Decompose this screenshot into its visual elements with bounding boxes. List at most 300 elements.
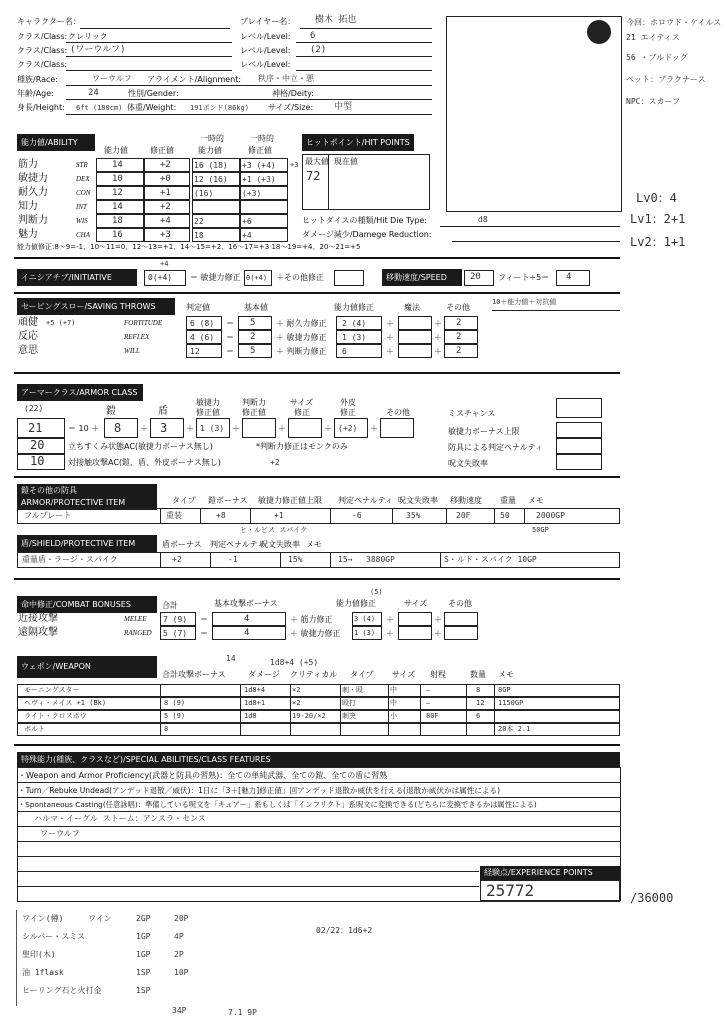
weapon-range: — [426, 699, 431, 707]
initiative-other-box[interactable] [334, 270, 364, 286]
armor-items-header-jp: 鎧その他の防具 [21, 486, 77, 495]
cell-divider [494, 710, 495, 723]
cell-divider [160, 710, 161, 723]
armor-speed: 20F [456, 511, 471, 520]
ability-col-temp-mod-1: 一時的 [250, 134, 274, 143]
equals-sign: ＝ [226, 319, 234, 328]
bottom-center-note: 02/22：1d6+2 [316, 926, 373, 935]
shield-col-fail: 呪文失敗率 [260, 540, 300, 549]
hole-punch-mark [587, 20, 611, 44]
cell-divider [280, 552, 281, 568]
armor-name: フルプレート [24, 511, 72, 520]
armor-memo: 2000GP [536, 511, 565, 520]
save-name-jp: 頑健 [18, 317, 38, 328]
ac-dex-label-2: 修正値 [196, 408, 220, 417]
ac-flat-label: 対接触攻撃AC(鎧、盾、外皮ボーナス無し) [68, 458, 221, 467]
cell-divider [494, 684, 495, 697]
combat-name-en: MELEE [124, 615, 147, 623]
character-name-label: キャラクター名： [17, 17, 81, 26]
hit-dice-value: d8 [478, 215, 488, 224]
special-header: 特殊能力(種族、クラスなど)/SPECIAL ABILITIES/CLASS FEATURES [17, 752, 620, 767]
ability-name-en: WIS [76, 217, 88, 225]
ac-plus10: ＝ 10 ＋ [68, 424, 100, 433]
ac-size-label-1: サイズ [290, 398, 314, 407]
initiative-header: イニシアチブ/INITIATIVE [17, 269, 137, 286]
weapon-top-note2: 1d8+4 (+5) [270, 658, 319, 667]
ac-armor-value: 8 [114, 421, 122, 435]
right-note: 56 ・ブルドッグ [626, 53, 688, 62]
weapon-crit: ×2 [292, 699, 301, 707]
right-note: ペット：ブラクナース [626, 75, 706, 84]
ac-size-label-2: 修正 [294, 408, 310, 417]
inventory-weight: 4P [174, 932, 184, 941]
weapon-name: ボルト [24, 725, 45, 733]
section-rule [14, 257, 620, 259]
combat-ability: 1 (3) [354, 629, 376, 637]
ac-top-note: (22) [24, 404, 44, 413]
player-name-value: 樹木 拓也 [315, 15, 357, 25]
armor-penalty: -6 [352, 511, 362, 520]
save-ability-label: ＋ 耐久力修正 [276, 319, 327, 328]
inventory-price: 2GP [136, 914, 151, 923]
ability-value: 12 [112, 188, 123, 198]
armor-items-header-en: ARMOR/PROTECTIVE ITEM [21, 498, 126, 507]
equals-sign: ＝ [200, 615, 208, 624]
weapon-attack: 8 [164, 725, 169, 733]
ability-temp-mod: +4 [242, 231, 252, 240]
cell-divider [340, 710, 341, 723]
cell-divider [466, 710, 467, 723]
equals-sign: ＝ [226, 333, 234, 342]
cell-divider [160, 684, 161, 697]
ac-wis-box[interactable] [242, 418, 276, 438]
ability-value: 14 [112, 160, 123, 170]
initiative-dex-value: 0(+4) [246, 274, 268, 282]
shield-bonus: +2 [172, 555, 182, 564]
inventory-weight: 10P [174, 968, 189, 977]
combat-col-ability: 能力値修正 [336, 599, 376, 608]
cell-divider [420, 710, 421, 723]
ac-shield-label: 盾 [158, 406, 168, 417]
combat-col-other: その他 [448, 599, 472, 608]
ability-name-en: CON [76, 189, 91, 197]
weapon-qty: 8 [476, 686, 481, 694]
ac-dex-value: 1 (3) [200, 424, 225, 433]
ac-touch-value: 20 [30, 438, 45, 452]
combat-ability-label: ＋ 敏捷力修正 [290, 629, 341, 638]
cell-divider [524, 508, 525, 524]
plus-sign: ＋ [434, 629, 442, 638]
cell-divider [290, 684, 291, 697]
level-note: Lv2：1+1 [630, 235, 686, 249]
speed-feet-label: フィート÷5＝ [498, 273, 550, 282]
cell-divider [210, 552, 211, 568]
save-note: +5 (+7) [46, 319, 76, 327]
shield-fail: 15% [288, 555, 303, 564]
weapon-type: 刺・殴 [342, 686, 363, 694]
cell-divider [340, 723, 341, 736]
size-value: 中型 [334, 102, 353, 112]
ability-mod: +4 [160, 216, 171, 226]
level2-label: レベル/Level: [240, 46, 291, 55]
speed-squares-box[interactable] [556, 270, 590, 286]
section-rule [14, 578, 620, 580]
height-label: 身長/Height: [17, 103, 65, 112]
ability-temp-mod: +6 [242, 217, 252, 226]
section-rule [14, 744, 620, 746]
ac-flat-note: +2 [270, 458, 280, 467]
inventory-detail: ワイン [88, 914, 112, 923]
ability-name-en: CHA [76, 231, 90, 239]
armor-bonus: +8 [216, 511, 226, 520]
save-base: 5 [250, 346, 256, 356]
shield-col-bonus: 盾ボーナス [162, 540, 202, 549]
hp-current-label: 現在値 [334, 157, 358, 166]
save-name-jp: 反応 [18, 331, 38, 342]
ability-temp-value: 22 [194, 217, 204, 226]
class1-line [66, 42, 232, 43]
combat-other-box[interactable] [444, 612, 478, 626]
weapon-name: ライト・クロスボウ [24, 712, 87, 720]
weapon-type: 殴打 [342, 699, 356, 707]
weapon-attack: 5 (9) [164, 712, 186, 720]
saves-col-total: 判定値 [186, 303, 210, 312]
ability-name-jp: 知力 [18, 201, 38, 212]
weapon-col-damage: ダメージ [248, 670, 280, 679]
ac-miss-chance: ミスチャンス [448, 409, 496, 418]
armor-col-type: タイプ [172, 496, 196, 505]
right-note: 21 エイティス [626, 33, 680, 42]
ability-mod: +3 [160, 230, 171, 240]
plus-sign: ＋ [386, 615, 394, 624]
ability-value: 14 [112, 202, 123, 212]
armor-row[interactable] [17, 508, 620, 524]
ability-temp-value: 12 (16) [194, 175, 228, 184]
special-line3: ・Spontaneous Casting(任意詠唱)：準備している呪文を「キュアー」系もしくは「インフリクト」系呪文に変換できる(どちらに変換できるかは属性による) [18, 800, 537, 809]
combat-base: 4 [244, 614, 250, 624]
cell-divider [340, 684, 341, 697]
inventory-item: ワイン(樽) [22, 914, 64, 923]
special-line [17, 841, 620, 842]
saves-col-base: 基本値 [244, 303, 268, 312]
combat-total: 7 (9) [163, 615, 188, 624]
initiative-total: 0(+4) [148, 273, 173, 282]
combat-top-note: (5) [370, 588, 383, 596]
equals-sign: ＝ [200, 629, 208, 638]
weapon-qty: 6 [476, 712, 481, 720]
cell-divider [290, 710, 291, 723]
cell-divider [290, 723, 291, 736]
weapon-col-size: サイズ [392, 670, 416, 679]
special-line [17, 886, 479, 887]
size-label: サイズ/Size: [268, 103, 314, 112]
hp-max-value[interactable]: 72 [306, 169, 321, 183]
equals-sign: ＝ [226, 347, 234, 356]
cell-divider [330, 508, 331, 524]
cell-divider [446, 508, 447, 524]
inventory-item: ヒーリング石と火打金 [22, 986, 102, 995]
shield-weight: 15→ [338, 555, 353, 564]
speed-squares: 4 [566, 272, 572, 282]
cell-divider [388, 684, 389, 697]
ability-value: 10 [112, 174, 123, 184]
special-line2: ・Turn／Rebuke Undead(アンデッド退散／威伏)：1日に「3＋[魅力]修正値」回アンデッド退散か威伏を行える(退散か威伏かは属性による) [18, 786, 501, 795]
ability-side-note: +3 [290, 161, 299, 169]
class2-label: クラス/Class: [17, 46, 68, 55]
cell-divider [466, 697, 467, 710]
alignment-label: アライメント/Alignment: [147, 75, 242, 84]
ability-value: 18 [112, 216, 123, 226]
weapon-col-crit: クリティカル [290, 670, 338, 679]
class3-line [66, 70, 232, 71]
ability-col-temp-value-2: 能力値 [198, 146, 222, 155]
cell-divider [290, 697, 291, 710]
ability-temp-value: 18 [194, 231, 204, 240]
cell-divider [240, 723, 241, 736]
ac-total: 21 [28, 421, 43, 435]
ability-col-temp-value-1: 一時的 [200, 134, 224, 143]
level2-line [296, 56, 432, 57]
speed-header: 移動速度/SPEED [382, 269, 462, 286]
cell-divider [250, 508, 251, 524]
portrait-box[interactable] [446, 16, 622, 212]
ac-size-box[interactable] [288, 418, 322, 438]
plus-sign: ＋ [386, 347, 394, 356]
cell-divider [200, 508, 201, 524]
special-line [17, 871, 479, 872]
weapon-col-attack: 合計攻撃ボーナス [162, 670, 226, 679]
armor-col-speed: 移動速度 [450, 496, 482, 505]
save-total: 12 [190, 347, 200, 356]
level-note: Lv0：4 [636, 191, 677, 205]
plus-sign: ＋ [370, 424, 378, 433]
special-line [17, 811, 620, 812]
weapon-name: ヘヴィ・メイス +1 (Bk) [24, 699, 107, 707]
cell-divider [494, 723, 495, 736]
ac-natural-label-1: 外皮 [340, 398, 356, 407]
level2-value: (2) [310, 45, 327, 55]
plus-sign: ＋ [232, 424, 240, 433]
cell-divider [240, 684, 241, 697]
class2-line [66, 56, 232, 57]
combat-base: 4 [244, 628, 250, 638]
class3-label: クラス/Class: [17, 60, 68, 69]
ac-other-box[interactable] [380, 418, 414, 438]
armor-col-weight: 重量 [500, 496, 516, 505]
gender-label: 性別/Gender: [128, 89, 179, 98]
combat-col-total: 合計 [162, 601, 178, 610]
race-label: 種族/Race: [17, 75, 58, 84]
cell-divider [240, 710, 241, 723]
ac-armor-penalty: 防具による判定ペナルティ [448, 443, 543, 452]
save-magic-box[interactable] [398, 344, 432, 358]
save-ability-label: ＋ 敏捷力修正 [276, 333, 327, 342]
save-ability: 2 (4) [342, 319, 367, 328]
weapon-row[interactable] [17, 697, 620, 710]
armor-sub-note: ヒ・ルビス スパイク [240, 526, 308, 534]
saves-header: セービングスロー/SAVING THROWS [17, 298, 175, 315]
ac-dex-label-1: 敏捷力 [196, 398, 220, 407]
level3-label: レベル/Level: [240, 60, 291, 69]
weapon-memo: 1150GP [498, 699, 524, 707]
save-other: 2 [456, 318, 462, 328]
ac-shield-value: 3 [160, 421, 168, 435]
cell-divider [160, 552, 161, 568]
save-ability: 6 [342, 347, 347, 356]
player-name-label: プレイヤー名： [240, 17, 296, 26]
weapon-size: 小 [390, 712, 397, 720]
cell-divider [388, 697, 389, 710]
save-base: 2 [250, 332, 256, 342]
combat-col-base: 基本攻撃ボーナス [214, 599, 278, 608]
section-rule [14, 476, 620, 478]
special-border [620, 767, 621, 901]
race-value: ワーウルフ [92, 74, 132, 83]
initiative-other-label: ＋その他修正 [276, 273, 324, 282]
ability-name-jp: 魅力 [18, 229, 38, 240]
inventory-price: 1SP [136, 968, 151, 977]
cell-divider [340, 697, 341, 710]
cell-divider [440, 552, 441, 568]
ability-name-jp: 耐久力 [18, 187, 48, 198]
save-total: 4 (6) [190, 333, 215, 342]
shield-penalty: -1 [228, 555, 238, 564]
inventory-price: 1SP [136, 986, 151, 995]
special-line [17, 826, 620, 827]
save-magic-box[interactable] [398, 316, 432, 330]
ac-fail-box[interactable] [556, 454, 602, 470]
weapon-top-note1: 14 [226, 654, 236, 663]
ability-temp-mod: (+3) [242, 189, 262, 198]
class1-value: クレリック [68, 32, 108, 41]
plus-sign: ＋ [386, 333, 394, 342]
save-magic-box[interactable] [398, 330, 432, 344]
weapon-memo: 8GP [498, 686, 511, 694]
weapon-size: 中 [390, 699, 397, 707]
combat-col-size: サイズ [404, 599, 428, 608]
ability-name-en: DEX [76, 175, 90, 183]
speed-value: 20 [470, 272, 481, 282]
weapon-attack: 8 (9) [164, 699, 186, 707]
inventory-price: 1GP [136, 932, 151, 941]
save-other: 2 [456, 332, 462, 342]
combat-header: 命中修正/COMBAT BONUSES [17, 596, 157, 613]
right-note: NPC：スカーフ [626, 97, 681, 106]
hit-dice-label: ヒットダイスの種類/Hit Die Type: [302, 216, 428, 225]
ability-mod: +2 [160, 202, 171, 212]
ability-temp-mod: +1 (+3) [242, 175, 276, 184]
weapon-col-type: タイプ [350, 670, 374, 679]
cell-divider [494, 697, 495, 710]
shield-memo: S・ルド・スパイク 10GP [444, 555, 537, 564]
age-line [66, 99, 432, 100]
bottom-total2: 7.1 9P [228, 1008, 257, 1017]
special-line [17, 856, 620, 857]
special-line [17, 901, 620, 902]
armor-col-fail: 呪文失敗率 [398, 496, 438, 505]
right-note: 今回：ホロウド・ケイルス [626, 18, 722, 27]
alignment-value: 秩序・中立・悪 [258, 74, 314, 83]
special-line1: ・Weapon and Armor Proficiency(武器と防具の習熟)：全ての単純武器、全ての鎧、全ての盾に習熟 [18, 771, 388, 780]
ability-temp-value-box[interactable] [192, 200, 240, 214]
ac-penalty-box[interactable] [556, 438, 602, 454]
weapon-damage: 1d8+4 [244, 686, 266, 694]
weapon-range: — [426, 686, 431, 694]
ability-temp-mod: +3 (+4) [242, 161, 276, 170]
combat-other-box[interactable] [444, 626, 478, 640]
save-base: 5 [250, 318, 256, 328]
save-ability-label: ＋ 判断力修正 [276, 347, 327, 356]
xp-next: /36000 [630, 891, 674, 905]
ac-miss-box[interactable] [556, 398, 602, 418]
character-name-field[interactable] [80, 28, 230, 29]
combat-size-box[interactable] [398, 626, 432, 640]
ability-mod: +1 [160, 188, 171, 198]
armor-weight: 50 [500, 511, 510, 520]
level3-line [296, 70, 432, 71]
save-name-en: FORTITUDE [124, 319, 163, 327]
weapon-damage: 1d8+1 [244, 699, 266, 707]
ability-name-jp: 敏捷力 [18, 173, 48, 184]
ability-temp-mod-box[interactable] [240, 200, 288, 214]
weight-value: 191ポンド(86kg) [190, 104, 249, 112]
armor-sub-note2: 50GP [532, 526, 549, 534]
ability-temp-value: 16 (18) [194, 161, 228, 170]
xp-header: 経験点/EXPERIENCE POINTS [480, 866, 620, 880]
ac-max-dex: 敏捷力ボーナス上限 [448, 427, 520, 436]
shield-name: 重量盾・ラージ・スパイク [22, 555, 118, 564]
weapon-col-qty: 数量 [470, 670, 486, 679]
combat-size-box[interactable] [398, 612, 432, 626]
weight-label: 体重/Weight: [127, 103, 177, 112]
ac-wis-label-2: 修正値 [242, 408, 266, 417]
armor-col-bonus: 鎧ボーナス [208, 496, 248, 505]
save-name-en: WILL [124, 347, 140, 355]
ac-spell-failure: 呪文失敗率 [448, 459, 488, 468]
ability-name-jp: 判断力 [18, 215, 48, 226]
armor-col-penalty: 判定ペナルティ [338, 496, 393, 505]
weapon-col-range: 射程 [430, 670, 446, 679]
ability-col-temp-mod-2: 修正値 [248, 146, 272, 155]
shield-price: 3880GP [366, 555, 395, 564]
class1-label: クラス/Class: [17, 32, 68, 41]
ac-max-dex-box[interactable] [556, 422, 602, 438]
class2-value: (ワーウルフ) [70, 45, 126, 55]
cell-divider [160, 508, 161, 524]
special-line [17, 782, 620, 783]
cell-divider [494, 508, 495, 524]
cell-divider [466, 723, 467, 736]
height-value: 6ft (180cm) [76, 104, 123, 112]
inventory-weight: 20P [174, 914, 189, 923]
ability-mod: +0 [160, 174, 171, 184]
cell-divider [160, 697, 161, 710]
ability-mod: +2 [160, 160, 171, 170]
armor-maxdex: +1 [274, 511, 284, 520]
ability-footnote: 能力値修正:8～9=-1、10～11=0、12～13=+1、14～15=+2、16～17=+3 18～19=+4、20～21=+5 [17, 243, 361, 251]
dr-label: ダメージ減少/Damege Reduction: [302, 230, 432, 239]
inventory-item: 油 1flask [22, 968, 64, 977]
ac-wis-label-1: 判断力 [242, 398, 266, 407]
cell-divider [420, 723, 421, 736]
xp-value: 25772 [486, 881, 535, 900]
dr-line [452, 241, 620, 242]
inventory-price: 1GP [136, 950, 151, 959]
weapon-row[interactable] [17, 684, 620, 697]
cell-divider [160, 723, 161, 736]
inventory-weight: 2P [174, 950, 184, 959]
cell-divider [330, 552, 331, 568]
